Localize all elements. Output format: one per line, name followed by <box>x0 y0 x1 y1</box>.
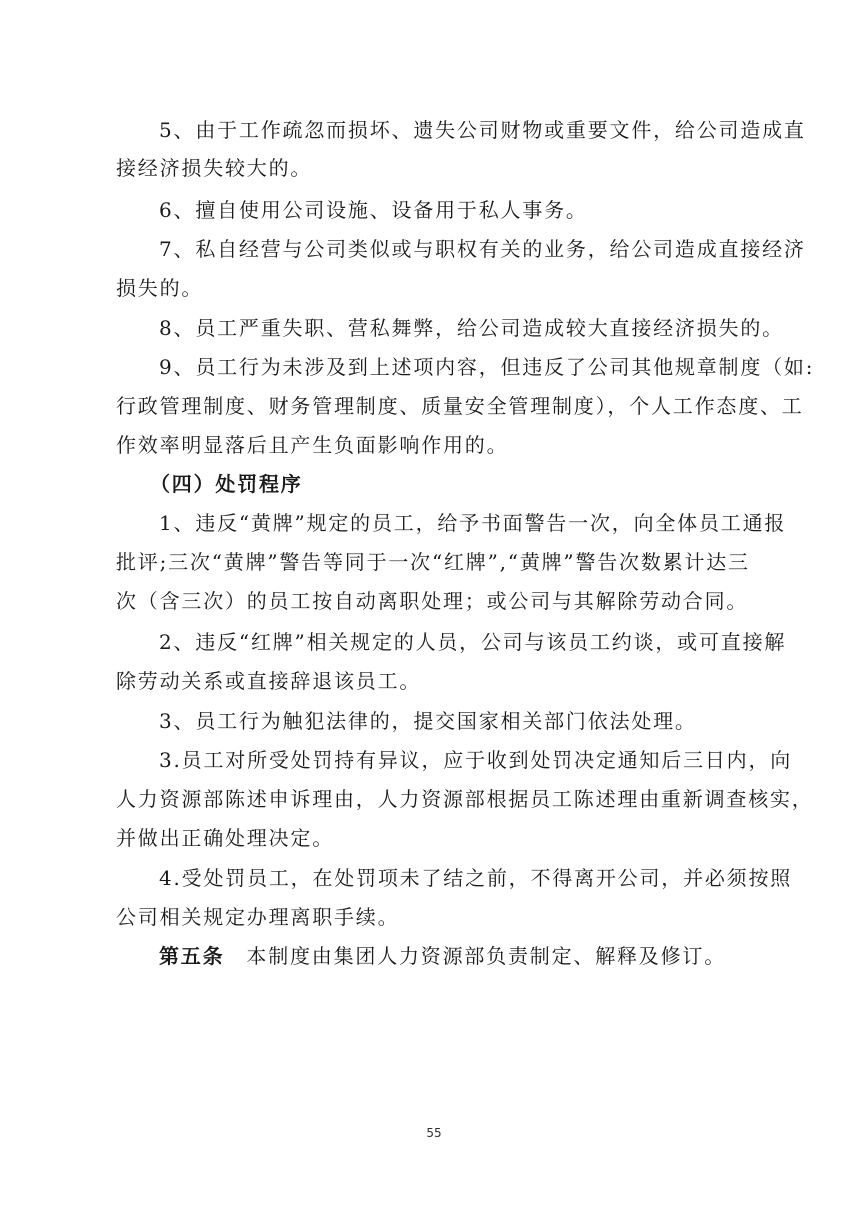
procedure-4-line-2: 公司相关规定办理离职手续。 <box>116 905 400 929</box>
item-9-line-2: 行政管理制度、财务管理制度、质量安全管理制度），个人工作态度、工 <box>116 394 804 418</box>
item-8-line-1: 8、员工严重失职、营私舞弊，给公司造成较大直接经济损失的。 <box>159 316 784 340</box>
section-heading: （四）处罚程序 <box>150 472 303 496</box>
page-number: 55 <box>426 1126 442 1140</box>
item-9-line-3: 作效率明显落后且产生负面影响作用的。 <box>116 433 509 457</box>
procedure-1-line-2: 批评;三次“黄牌”警告等同于一次“红牌”,“黄牌”警告次数累计达三 <box>116 550 750 574</box>
procedure-3b-line-2: 人力资源部陈述申诉理由，人力资源部根据员工陈述理由重新调查核实， <box>116 787 814 811</box>
item-9-line-1: 9、员工行为未涉及到上述项内容，但违反了公司其他规章制度（如: <box>159 355 815 379</box>
procedure-3b-line-1: 3.员工对所受处罚持有异议，应于收到处罚决定通知后三日内，向 <box>159 748 793 772</box>
procedure-1-line-3: 次（含三次）的员工按自动离职处理；或公司与其解除劳动合同。 <box>116 589 749 613</box>
article-5-label: 第五条 <box>159 944 225 968</box>
item-7-line-1: 7、私自经营与公司类似或与职权有关的业务，给公司造成直接经济 <box>159 237 806 261</box>
procedure-3b-line-3: 并做出正确处理决定。 <box>116 826 334 850</box>
item-7-line-2: 损失的。 <box>116 276 204 300</box>
article-5 <box>159 943 726 969</box>
item-6-line-1: 6、擅自使用公司设施、设备用于私人事务。 <box>159 198 588 222</box>
item-5-line-2: 接经济损失较大的。 <box>116 156 313 180</box>
procedure-2-line-2: 除劳动关系或直接辞退该员工。 <box>116 669 422 693</box>
procedure-3-line-1: 3、员工行为触犯法律的，提交国家相关部门依法处理。 <box>159 709 697 733</box>
procedure-1-line-1: 1、违反“黄牌”规定的员工，给予书面警告一次，向全体员工通报 <box>159 511 787 535</box>
article-5-text: 本制度由集团人力资源部负责制定、解释及修订。 <box>246 944 727 968</box>
procedure-4-line-1: 4.受处罚员工，在处罚项未了结之前，不得离开公司，并必须按照 <box>159 866 793 890</box>
procedure-2-line-1: 2、违反“红牌”相关规定的人员，公司与该员工约谈，或可直接解 <box>159 630 787 654</box>
item-5-line-1: 5、由于工作疏忽而损坏、遗失公司财物或重要文件，给公司造成直 <box>159 118 806 142</box>
